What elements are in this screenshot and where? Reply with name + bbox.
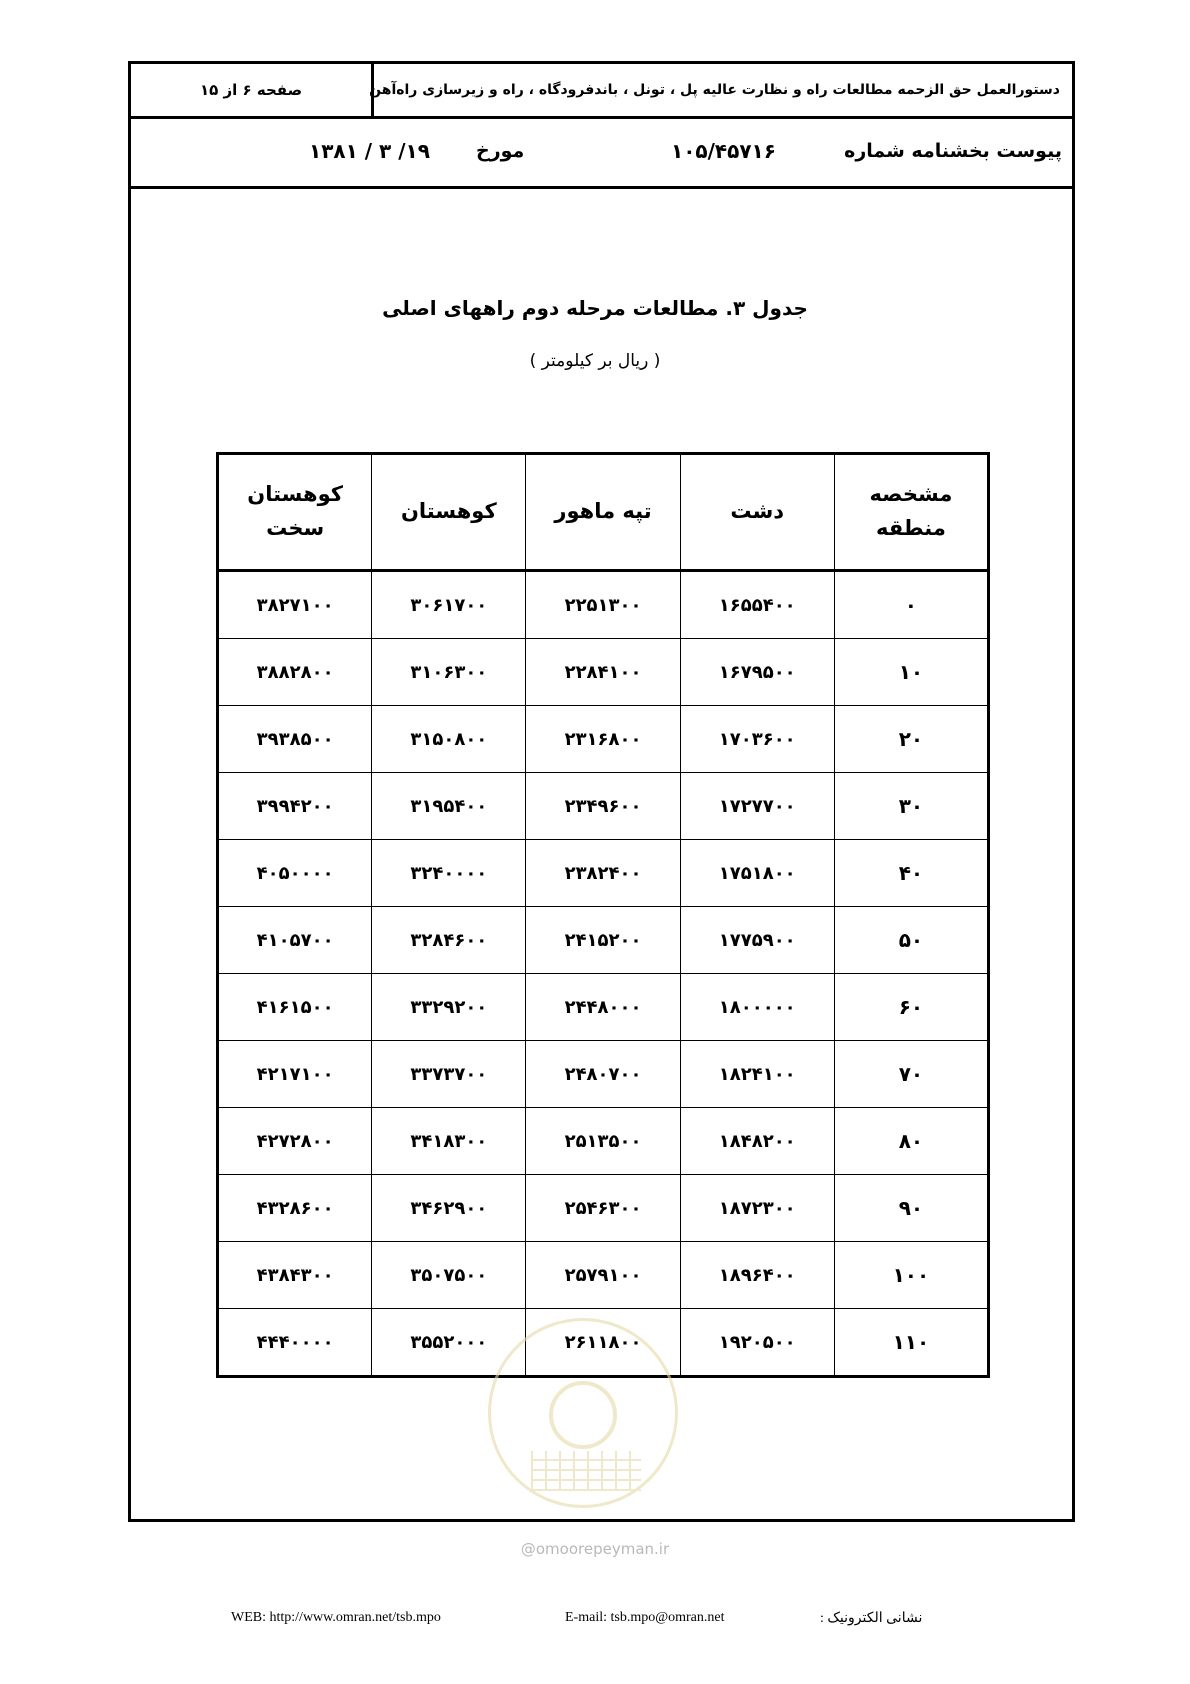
table-cell: ۱۷۲۷۷۰۰ <box>680 773 834 840</box>
table-cell: ۱۷۵۱۸۰۰ <box>680 840 834 907</box>
fee-table <box>216 452 990 1378</box>
table-cell: ۰ <box>834 571 988 639</box>
table-cell: ۸۰ <box>834 1108 988 1175</box>
gear-icon <box>549 1381 617 1449</box>
table-cell: ۴۴۴۰۰۰۰ <box>218 1309 372 1377</box>
table-cell: ۴۱۰۵۷۰۰ <box>218 907 372 974</box>
table-cell: ۳۴۶۲۹۰۰ <box>372 1175 526 1242</box>
table-row <box>218 907 989 974</box>
table-cell: ۶۰ <box>834 974 988 1041</box>
table-cell: ۳۱۰۶۳۰۰ <box>372 639 526 706</box>
column-header: کوهستان سخت <box>218 454 372 571</box>
footer-email: E-mail: tsb.mpo@omran.net <box>565 1610 725 1625</box>
watermark-site: @omoorepeyman.ir <box>520 1540 670 1558</box>
column-header: تپه ماهور <box>526 454 680 571</box>
table-cell: ۲۴۴۸۰۰۰ <box>526 974 680 1041</box>
table-cell: ۲۶۱۱۸۰۰ <box>526 1309 680 1377</box>
table-row <box>218 840 989 907</box>
table-row <box>218 974 989 1041</box>
table-row <box>218 1108 989 1175</box>
table-header-row <box>218 454 989 571</box>
column-header: دشت <box>680 454 834 571</box>
table-cell: ۱۸۲۴۱۰۰ <box>680 1041 834 1108</box>
table-cell: ۲۳۴۹۶۰۰ <box>526 773 680 840</box>
table-cell: ۳۹۹۴۲۰۰ <box>218 773 372 840</box>
table-cell: ۳۱۵۰۸۰۰ <box>372 706 526 773</box>
header-top-row <box>131 64 1072 119</box>
table-cell: ۱۶۷۹۵۰۰ <box>680 639 834 706</box>
header-reference-row <box>131 119 1072 189</box>
column-header: کوهستان <box>372 454 526 571</box>
table-cell: ۴۳۸۴۳۰۰ <box>218 1242 372 1309</box>
table-cell: ۳۸۲۷۱۰۰ <box>218 571 372 639</box>
table-cell: ۱۸۴۸۲۰۰ <box>680 1108 834 1175</box>
table-cell: ۳۰ <box>834 773 988 840</box>
table-cell: ۴۲۷۲۸۰۰ <box>218 1108 372 1175</box>
table-cell: ۳۳۷۳۷۰۰ <box>372 1041 526 1108</box>
table-cell: ۳۱۹۵۴۰۰ <box>372 773 526 840</box>
footer-web: WEB: http://www.omran.net/tsb.mpo <box>231 1610 441 1625</box>
table-cell: ۳۵۰۷۵۰۰ <box>372 1242 526 1309</box>
table-cell: ۱۱۰ <box>834 1309 988 1377</box>
table-cell: ۳۰۶۱۷۰۰ <box>372 571 526 639</box>
table-row <box>218 773 989 840</box>
table-cell: ۳۸۸۲۸۰۰ <box>218 639 372 706</box>
table-cell: ۲۵۷۹۱۰۰ <box>526 1242 680 1309</box>
table-cell: ۲۵۱۳۵۰۰ <box>526 1108 680 1175</box>
table-cell: ۴۰۵۰۰۰۰ <box>218 840 372 907</box>
footer-label: نشانی الکترونیک : <box>820 1611 923 1626</box>
table-cell: ۱۰۰ <box>834 1242 988 1309</box>
table-cell: ۲۲۸۴۱۰۰ <box>526 639 680 706</box>
table-cell: ۷۰ <box>834 1041 988 1108</box>
attachment-label: پیوست بخشنامه شماره <box>844 140 1062 162</box>
table-row <box>218 1242 989 1309</box>
grid-emblem <box>531 1451 641 1491</box>
table-cell: ۳۴۱۸۳۰۰ <box>372 1108 526 1175</box>
table-row <box>218 1041 989 1108</box>
table-cell: ۱۶۵۵۴۰۰ <box>680 571 834 639</box>
table-body <box>218 571 989 1377</box>
table-cell: ۲۳۸۲۴۰۰ <box>526 840 680 907</box>
table-cell: ۲۵۴۶۳۰۰ <box>526 1175 680 1242</box>
table-cell: ۴۰ <box>834 840 988 907</box>
table-unit: ( ریال بر کیلومتر ) <box>529 351 661 371</box>
table-row <box>218 639 989 706</box>
table-cell: ۲۴۸۰۷۰۰ <box>526 1041 680 1108</box>
table-cell: ۹۰ <box>834 1175 988 1242</box>
table-cell: ۳۵۵۲۰۰۰ <box>372 1309 526 1377</box>
table-row <box>218 1175 989 1242</box>
table-cell: ۱۸۹۶۴۰۰ <box>680 1242 834 1309</box>
table-cell: ۲۲۵۱۳۰۰ <box>526 571 680 639</box>
table-cell: ۱۷۷۵۹۰۰ <box>680 907 834 974</box>
table-cell: ۲۳۱۶۸۰۰ <box>526 706 680 773</box>
table-cell: ۴۳۲۸۶۰۰ <box>218 1175 372 1242</box>
table-cell: ۴۱۶۱۵۰۰ <box>218 974 372 1041</box>
table-cell: ۱۷۰۳۶۰۰ <box>680 706 834 773</box>
column-header: مشخصه منطقه <box>834 454 988 571</box>
table-cell: ۲۴۱۵۲۰۰ <box>526 907 680 974</box>
table-cell: ۳۲۸۴۶۰۰ <box>372 907 526 974</box>
document-title: دستورالعمل حق الزحمه مطالعات راه و نظارت عالیه پل ، تونل ، باندفرودگاه ، راه و زیرسازی راه‌آهن <box>369 82 1060 98</box>
table-cell: ۱۰ <box>834 639 988 706</box>
watermark-seal <box>488 1318 678 1508</box>
dated-label: مورخ <box>476 140 525 162</box>
table-cell: ۱۸۷۲۳۰۰ <box>680 1175 834 1242</box>
table-cell: ۱۸۰۰۰۰۰ <box>680 974 834 1041</box>
table-cell: ۳۳۲۹۲۰۰ <box>372 974 526 1041</box>
table-cell: ۱۹۲۰۵۰۰ <box>680 1309 834 1377</box>
circular-date: ۱۳۸۱ / ۳ /۱۹ <box>309 139 430 163</box>
table-row <box>218 571 989 639</box>
page-info: صفحه ۶ از ۱۵ <box>199 81 303 99</box>
table-title: جدول ۳. مطالعات مرحله دوم راههای اصلی <box>382 296 808 320</box>
table-cell: ۳۲۴۰۰۰۰ <box>372 840 526 907</box>
table-row <box>218 706 989 773</box>
table-cell: ۴۲۱۷۱۰۰ <box>218 1041 372 1108</box>
table-cell: ۵۰ <box>834 907 988 974</box>
table-cell: ۳۹۳۸۵۰۰ <box>218 706 372 773</box>
table-cell: ۲۰ <box>834 706 988 773</box>
attachment-number: ۱۰۵/۴۵۷۱۶ <box>671 139 776 163</box>
